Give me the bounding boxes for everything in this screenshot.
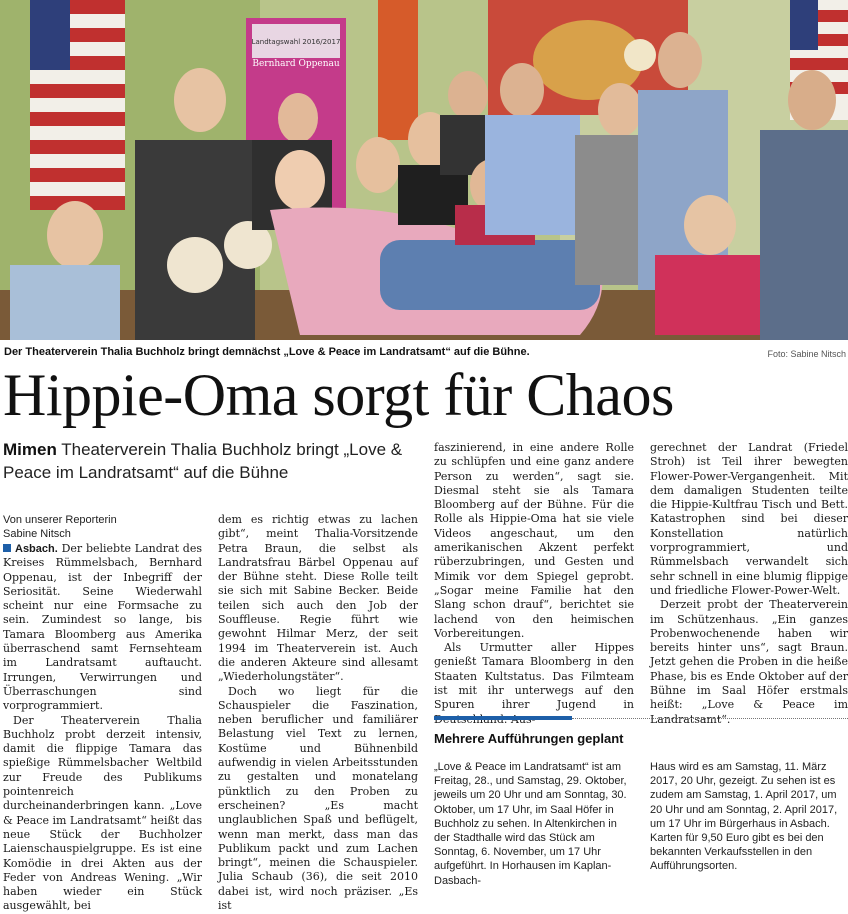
kicker-label: Mimen <box>3 440 57 459</box>
infobox-text-left: „Love & Peace im Landratsamt“ ist am Freitag, 28., und Samstag, 29. Oktober, jeweils um 20 Uhr und am Sonntag, 30. Oktober, um 17 Uhr, im Saal Höfer in Buchholz zu sehen. In Altenkirchen in der Stadthalle wird das Stück am Sonntag, 6. November, um 17 Uhr aufgeführt. In Horhausen im Kaplan-Dasbach- <box>434 761 627 887</box>
photo-credit: Foto: Sabine Nitsch <box>767 349 846 359</box>
photo-caption: Der Theaterverein Thalia Buchholz bringt demnächst „Love & Peace im Landratsamt“ auf die Bühne. <box>4 346 530 358</box>
paragraph: gerechnet der Landrat (Friedel Stroh) ist Teil ihrer bewegten Flower-Power-Vergangenheit. Mit dem damaligen Studenten teilte die Hippie-Kultfrau Tisch und Bett. Katastrophen sind bei dieser Konstellation natürlich vorprogrammiert, und Rümmelsbach verwandelt sich sehr schnell in eine blumig flippige und friedliche Flower-Power-Welt. <box>650 441 848 597</box>
group-photo-icon <box>0 0 848 340</box>
paragraph: Doch wo liegt für die Schauspieler die Faszination, neben beruflicher und familiärer Belastung viel Text zu lernen, Kostüme und Bühnenbild aufwendig in vielen Arbeitsstunden zu gestalten und monatelang pünktlich zu den Proben zu erscheinen? „Es macht unglaublichen Spaß und beflügelt, wenn man merkt, dass man das Publikum packt und zum Lachen bringt“, meinen die Schauspieler. Julia Schaub (36), die seit 2010 dabei ist, wird noch präziser. „Es ist <box>218 684 418 913</box>
kicker-text: Theaterverein Thalia Buchholz bringt „Love & Peace im Landratsamt“ auf die Bühne <box>3 440 403 482</box>
paragraph: Derzeit probt der Theaterverein im Schützenhaus. „Ein ganzes Probenwochenende haben wir bereits hinter uns“, sagt Braun. Jetzt gehen die Proben in die heiße Phase, bis es Ende Oktober auf der Bühne im Saal Höfer erstmals heißt: „Love & Peace im Landratsamt“. <box>650 598 848 726</box>
poster-name: Bernhard Oppenau <box>252 59 340 69</box>
byline-line1: Von unserer Reporterin <box>3 514 117 526</box>
article-column-4 <box>650 441 848 726</box>
headline: Hippie-Oma sorgt für Chaos <box>3 362 674 428</box>
paragraph: Der beliebte Landrat des Kreises Rümmelsbach, Bernhard Oppenau, ist der Inbegriff der Seriosität. Seine Wiederwahl scheint nur eine Formsache zu sein. Zumindest so lange, bis Tamara Bloomberg aus Amerika überraschend samt Fernsehteam im Landratsamt auftaucht. Irrungen, Verwirrungen und Überraschungen sind vorprogrammiert. <box>3 542 202 713</box>
dateline: Asbach. <box>15 543 58 555</box>
infobox-text-right: Haus wird es am Samstag, 11. März 2017, 20 Uhr, gezeigt. Zu sehen ist es zudem am Samstag, 1. April 2017, um 20 Uhr und am Sonntag, 2. April 2017, um 17 Uhr im Bürgerhaus in Asbach. Karten für 9,50 Euro gibt es bei den bekannten Verkaufsstellen in den Aufführungsorten. <box>650 761 838 873</box>
article-column-2 <box>218 513 418 913</box>
article-column-3 <box>434 441 634 712</box>
paragraph: Der Theaterverein Thalia Buchholz probt derzeit intensiv, damit die flippige Tamara das spießige Rümmelsbacher Weltbild zur Freude des Publikums pointenreich durcheinanderbringen kann. „Love & Peace im Landratsamt“ heißt das neue Stück der Buchholzer Laienschauspielgruppe. Es ist eine Komödie in drei Akten aus der Feder von Andreas Wening. „Wir haben wieder ein Stück ausgewählt, bei <box>3 713 202 913</box>
byline-name: Sabine Nitsch <box>3 528 71 540</box>
paragraph: faszinierend, in eine andere Rolle zu schlüpfen und eine ganz andere Person zu werden“, sagt sie. Diesmal steht sie als Tamara Bloomberg auf der Bühne. Für die Rolle als Hippie-Oma hat sie viele Videos angeschaut, um den amerikanischen Akzent perfekt rüberzubringen, und Gesten und Mimik vor dem Spiegel geprobt. „Sogar meine Familie hat den Slang schon drauf“, berichtet sie lachend von den heimischen Vorbereitungen. <box>434 441 634 640</box>
paragraph: dem es richtig etwas zu lachen gibt“, meint Thalia-Vorsitzende Petra Braun, die selbst als Landratsfrau Bärbel Oppenau auf der Bühne steht. Diese Rolle teilt sie sich mit Sabine Becker. Beide teilen sich auch den Job der Souffleuse. Regie führt wie gewohnt Hilmar Merz, der seit 1994 im Theaterverein ist. Auch die anderen Akteure sind allesamt „Wiederholungstäter“. <box>218 513 418 684</box>
paragraph: Als Urmutter aller Hippes genießt Tamara Bloomberg in den Staaten Kultstatus. Das Filmteam ist mit ihr unterwegs auf den Spuren ihrer Jugend in <box>434 641 634 712</box>
kicker <box>3 438 423 484</box>
article-column-1 <box>3 542 202 913</box>
poster-header: Landtagswahl 2016/2017 <box>251 38 341 46</box>
section-marker-icon <box>3 544 11 552</box>
infobox-heading: Mehrere Aufführungen geplant <box>434 731 624 746</box>
infobox-divider <box>572 718 848 719</box>
byline <box>3 513 117 541</box>
article-photo <box>0 0 848 340</box>
infobox-accent-bar <box>434 716 572 720</box>
